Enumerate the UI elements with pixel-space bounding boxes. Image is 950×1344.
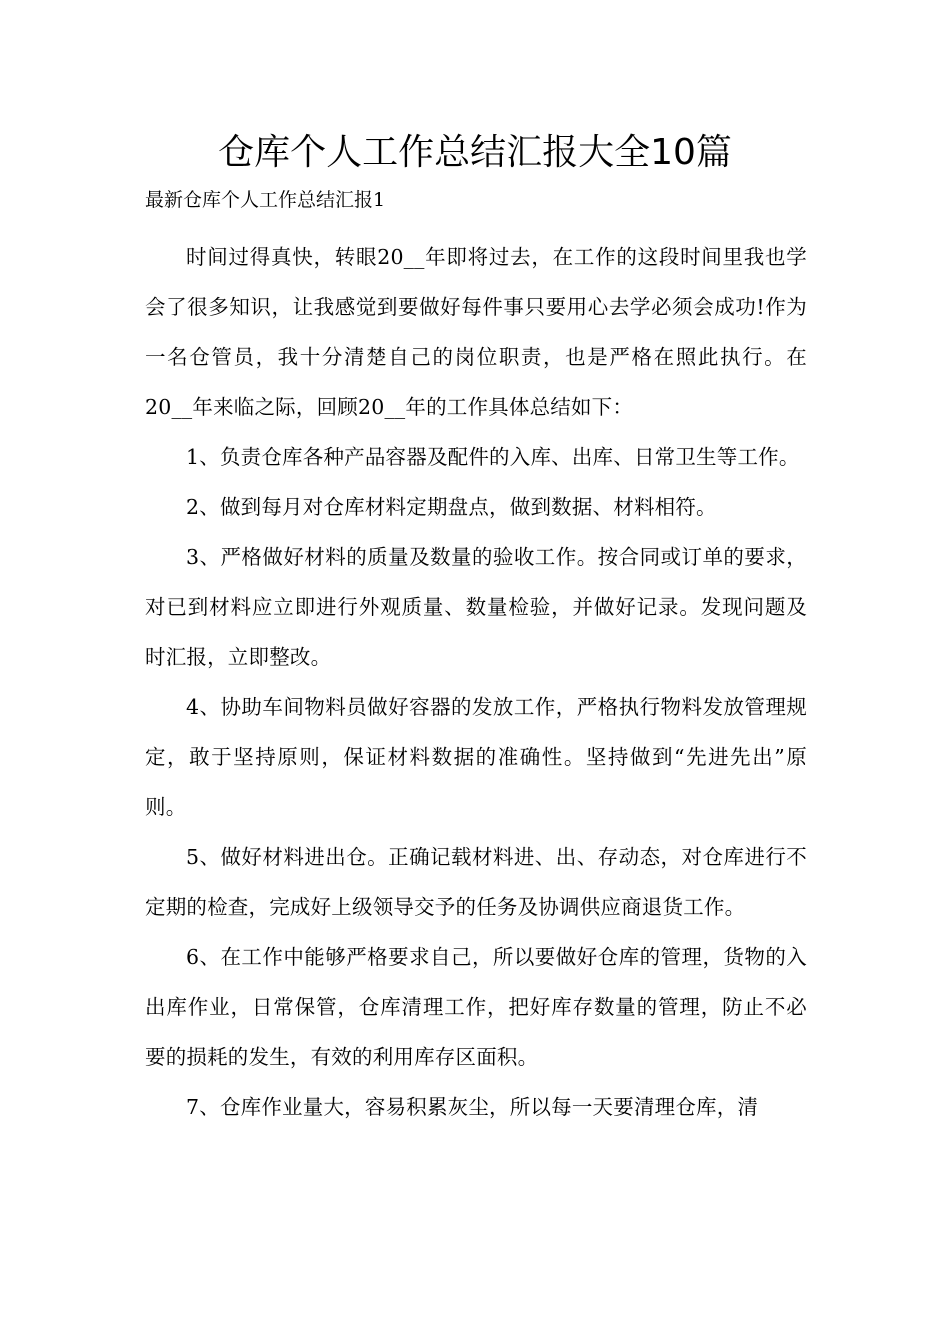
document-body [145,232,807,1132]
paragraph-item-5: 5、做好材料进出仓。正确记载材料进、出、存动态，对仓库进行不定期的检查，完成好上级领导交予的任务及协调供应商退货工作。 [145,845,807,919]
document-title: 仓库个人工作总结汇报大全10篇 [218,132,732,173]
paragraph-item-2: 2、做到每月对仓库材料定期盘点，做到数据、材料相符。 [186,495,717,519]
document-subtitle: 最新仓库个人工作总结汇报1 [145,189,386,211]
paragraph-item-3: 3、严格做好材料的质量及数量的验收工作。按合同或订单的要求，对已到材料应立即进行外观质量、数量检验，并做好记录。发现问题及时汇报，立即整改。 [145,545,807,669]
paragraph-item-6: 6、在工作中能够严格要求自己，所以要做好仓库的管理，货物的入出库作业，日常保管，仓库清理工作，把好库存数量的管理，防止不必要的损耗的发生，有效的利用库存区面积。 [145,945,807,1069]
paragraph-item-7: 7、仓库作业量大，容易积累灰尘，所以每一天要清理仓库，清 [186,1095,759,1119]
paragraph-item-4: 4、协助车间物料员做好容器的发放工作，严格执行物料发放管理规定，敢于坚持原则，保证材料数据的准确性。坚持做到“先进先出”原则。 [145,695,807,819]
paragraph-intro: 时间过得真快，转眼20__年即将过去，在工作的这段时间里我也学会了很多知识，让我感觉到要做好每件事只要用心去学必须会成功!作为一名仓管员，我十分清楚自己的岗位职责，也是严格在照此执行。在20__年来临之际，回顾20__年的工作具体总结如下： [145,245,807,419]
paragraph-item-1: 1、负责仓库各种产品容器及配件的入库、出库、日常卫生等工作。 [186,445,800,469]
